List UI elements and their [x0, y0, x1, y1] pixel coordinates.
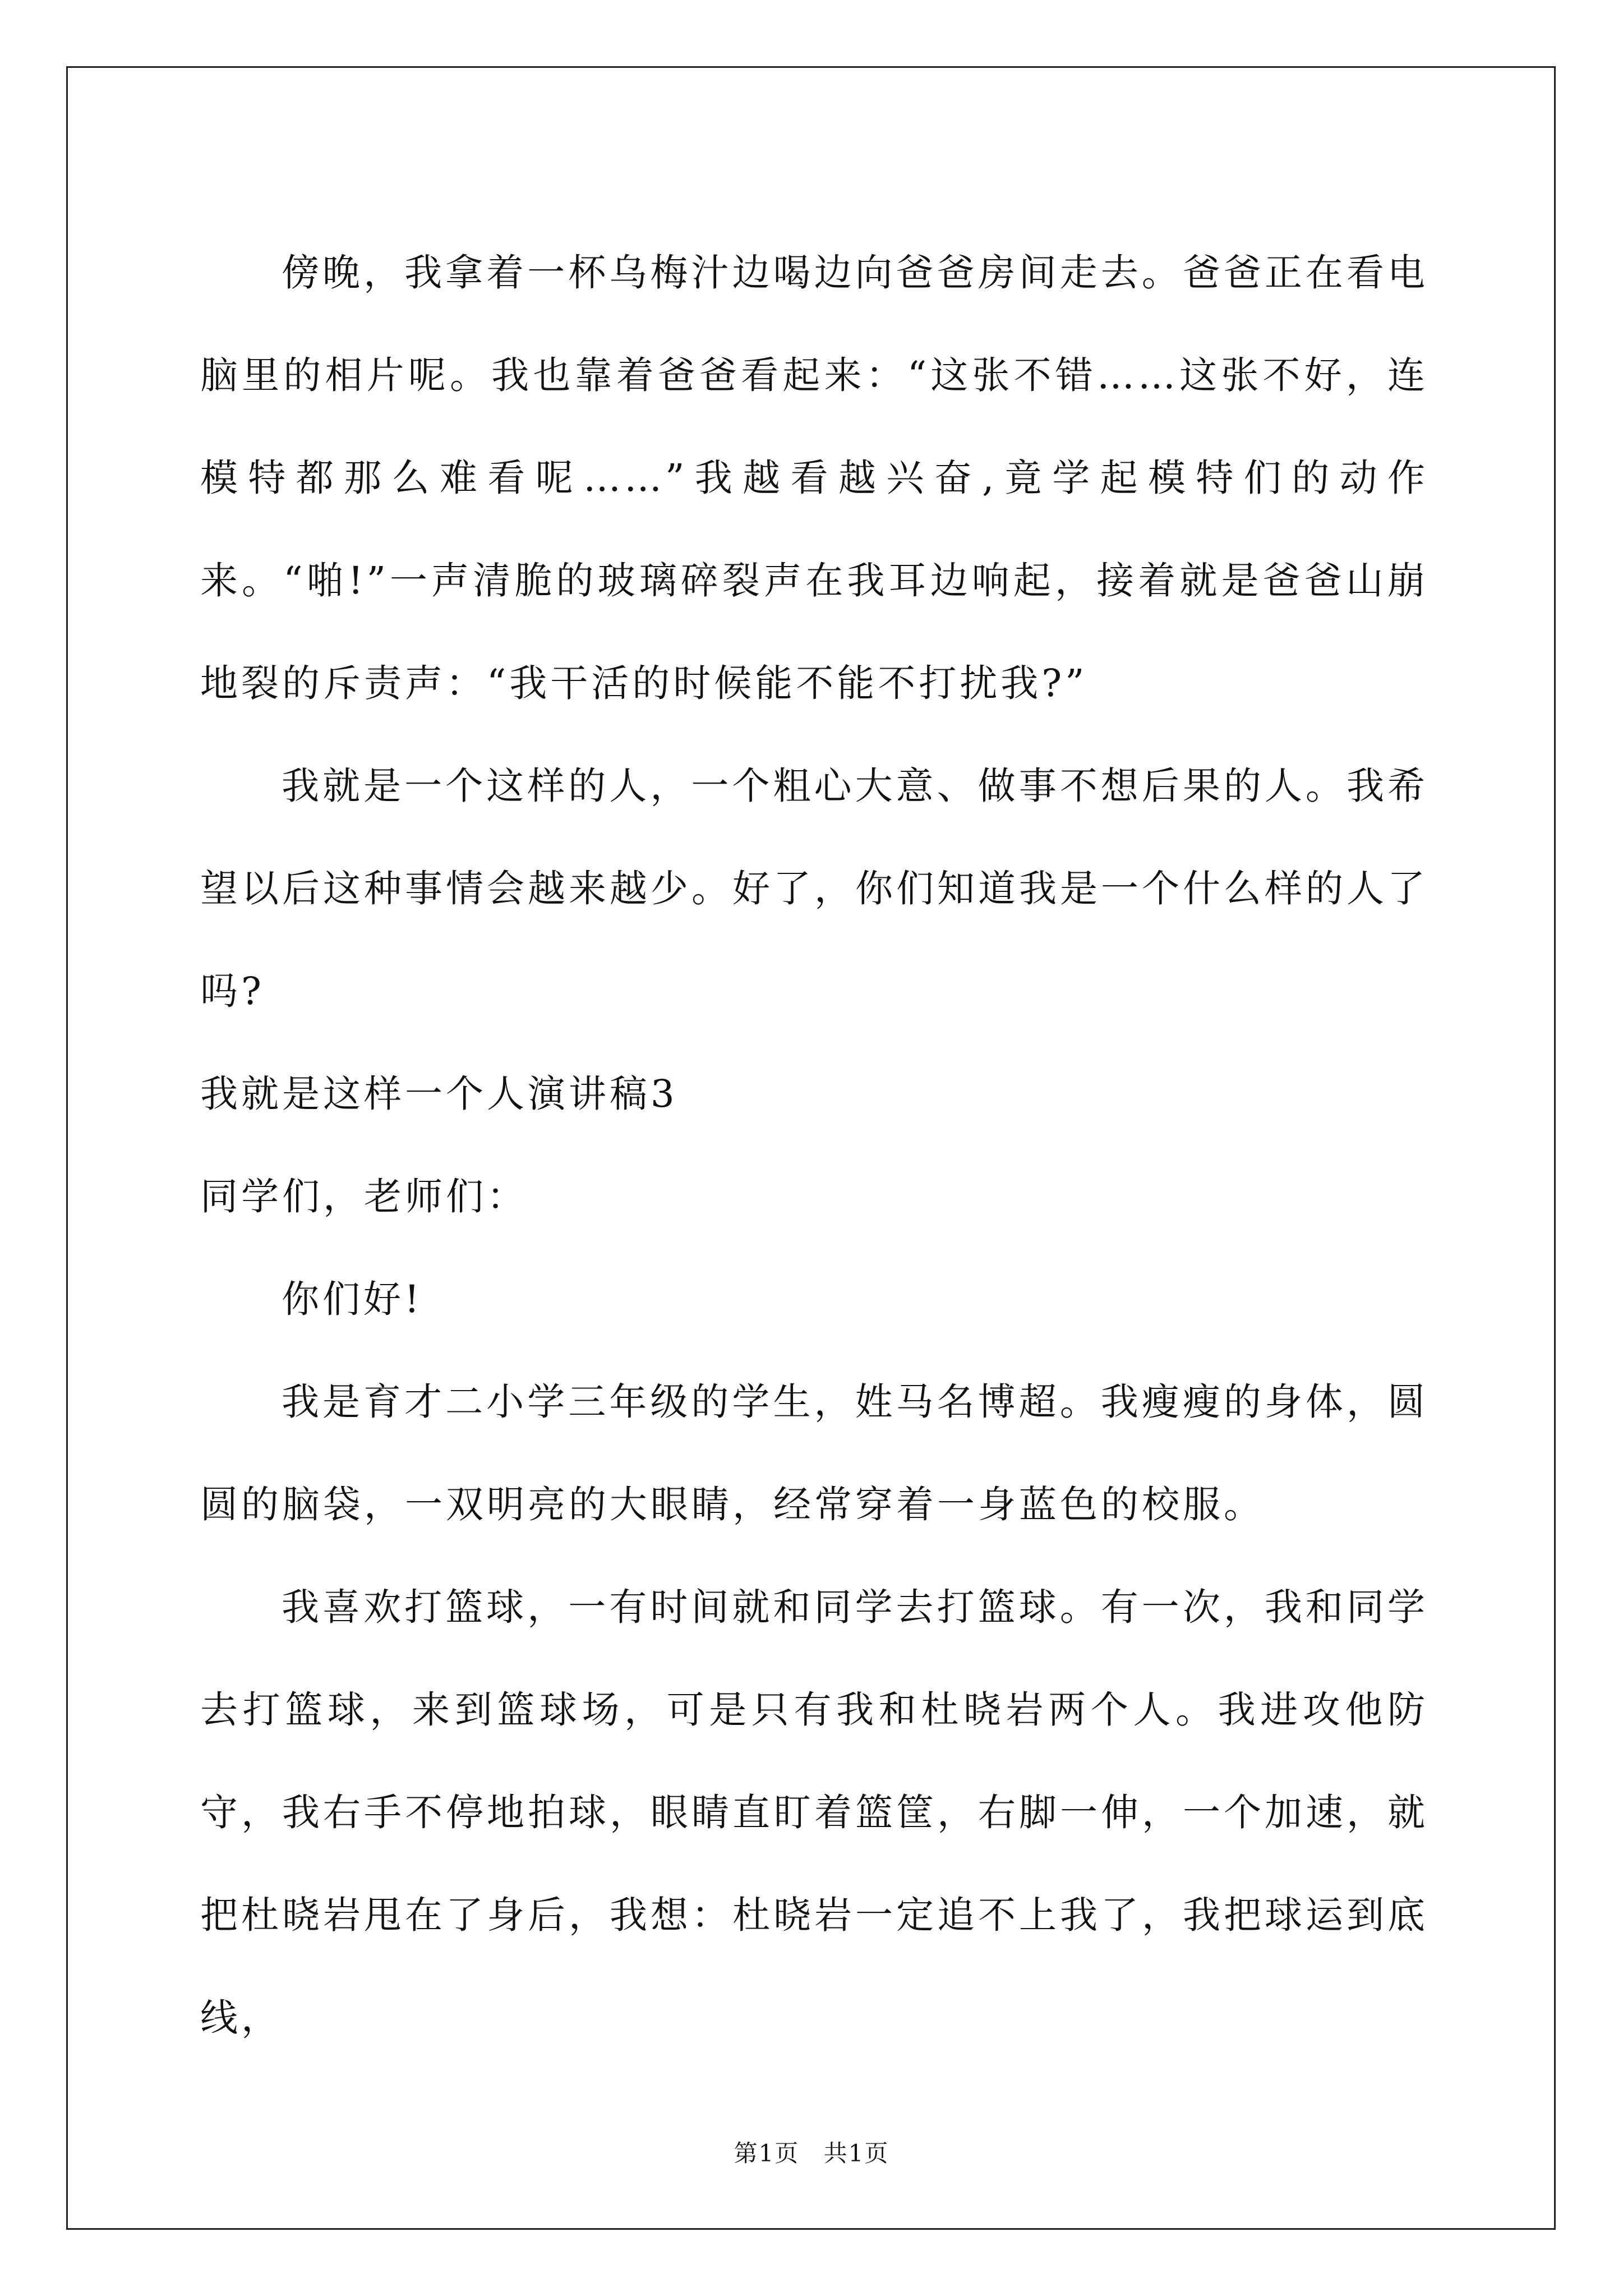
paragraph-introduction: 我是育才二小学三年级的学生，姓马名博超。我瘦瘦的身体，圆圆的脑袋，一双明亮的大眼睛，经常穿着一身蓝色的校服。	[200, 1380, 1428, 1526]
section-heading: 我就是这样一个人演讲稿3	[200, 1072, 678, 1116]
page-number-current: 第1页	[734, 2139, 800, 2167]
page-number-total: 共1页	[823, 2139, 889, 2167]
paragraph-self-description: 我就是一个这样的人，一个粗心大意、做事不想后果的人。我希望以后这种事情会越来越少。好了，你们知道我是一个什么样的人了吗?	[200, 764, 1428, 1013]
salutation: 同学们，老师们：	[200, 1175, 528, 1218]
document-body	[200, 222, 1428, 2069]
page-footer	[0, 2135, 1623, 2169]
paragraph-evening-story: 傍晚，我拿着一杯乌梅汁边喝边向爸爸房间走去。爸爸正在看电脑里的相片呢。我也靠着爸爸看起来：“这张不错……这张不好，连模特都那么难看呢……”我越看越兴奋,竟学起模特们的动作来。“啪!”一声清脆的玻璃碎裂声在我耳边响起，接着就是爸爸山崩地裂的斥责声：“我干活的时候能不能不打扰我?”	[200, 251, 1428, 705]
paragraph-basketball: 我喜欢打篮球，一有时间就和同学去打篮球。有一次，我和同学去打篮球，来到篮球场，可是只有我和杜晓岩两个人。我进攻他防守，我右手不停地拍球，眼睛直盯着篮筐，右脚一伸，一个加速，就把杜晓岩甩在了身后，我想：杜晓岩一定追不上我了，我把球运到底线，	[200, 1585, 1428, 2040]
greeting: 你们好!	[282, 1277, 423, 1321]
